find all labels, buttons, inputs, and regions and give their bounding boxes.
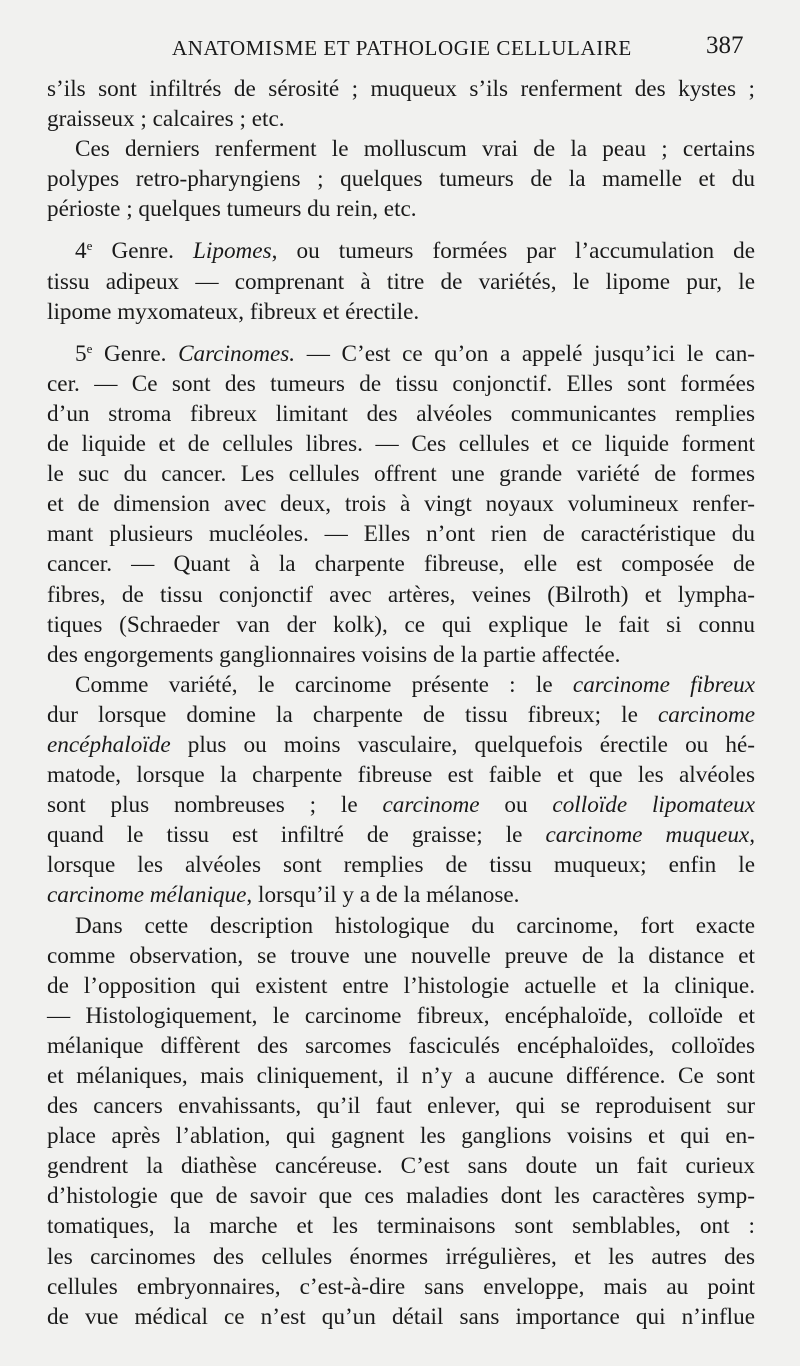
- italic-term: carcinome: [657, 701, 755, 728]
- genre-suffix: e: [86, 340, 93, 356]
- text-segment: — C’est ce qu’on a appelé jusqu’ici le can-: [295, 340, 756, 367]
- text-line: s’ils sont infiltrés de sérosité ; muqueux s’ils renferment des kystes ;: [47, 76, 755, 102]
- text-line: le suc du cancer. Les cellules offrent une grande variété de formes: [47, 461, 755, 488]
- text-line: fibres, de tissu conjonctif avec artères, veines (Bilroth) et lympha-: [47, 581, 755, 608]
- text-line: de vue médical ce n’est qu’un détail sans importance qui n’influe: [47, 1303, 755, 1330]
- paragraph-discussion: [47, 911, 755, 1332]
- text-line: matode, lorsque la charpente fibreuse est faible et que les alvéoles: [47, 762, 755, 789]
- text-line: les carcinomes des cellules énormes irrégulières, et les autres des: [47, 1243, 755, 1270]
- text-segment: sont plus nombreuses ; le: [47, 792, 383, 819]
- text-line: tomatiques, la marche et les terminaisons sont semblables, ont :: [47, 1213, 755, 1240]
- italic-term: carcinome muqueux,: [545, 822, 756, 849]
- text-line: place après l’ablation, qui gagnent les ganglions voisins et qui en-: [47, 1123, 755, 1150]
- italic-term: carcinome mélanique: [47, 882, 247, 909]
- text-line: et mélaniques, mais cliniquement, il n’y a aucune différence. Ce sont: [47, 1063, 755, 1089]
- paragraph-genre-5: [47, 339, 755, 670]
- text-line: polypes retro-pharyngiens ; quelques tumeurs de la mamelle et du: [47, 166, 755, 193]
- text-line: cellules embryonnaires, c’est-à-dire sans enveloppe, mais au point: [47, 1273, 755, 1300]
- italic-term: carcinome fibreux: [572, 671, 756, 698]
- text-segment: , ou tumeurs formées par l’accumulation de: [271, 238, 756, 265]
- genre-word: Genre.: [111, 238, 174, 265]
- text-line: d’un stroma fibreux limitant des alvéoles communicantes remplies: [47, 400, 755, 427]
- paragraph-2: [47, 134, 755, 224]
- text-line: de l’opposition qui existent entre l’histologie actuelle et la clinique.: [47, 972, 755, 999]
- genre-word: Genre.: [104, 340, 167, 367]
- text-line: de liquide et de cellules libres. — Ces cellules et ce liquide forment: [47, 431, 755, 458]
- text-segment: ou: [479, 792, 553, 819]
- genre-number: 4: [75, 238, 87, 265]
- text-line: des engorgements ganglionnaires voisins de la partie affectée.: [47, 641, 621, 668]
- text-line: cer. — Ce sont des tumeurs de tissu conjonctif. Elles sont formées: [47, 370, 755, 397]
- text-line: Dans cette description histologique du carcinome, fort exacte: [75, 912, 755, 939]
- text-line: gendrent la diathèse cancéreuse. C’est sans doute un fait curieux: [47, 1153, 755, 1180]
- paragraph-genre-4: [47, 236, 755, 326]
- text-line: tissu adipeux — comprenant à titre de variétés, le lipome pur, le: [47, 268, 755, 295]
- text-line: [47, 339, 755, 369]
- text-line: mélanique diffèrent des sarcomes fasciculés encéphaloïdes, colloïdes: [47, 1032, 755, 1059]
- italic-term: carcinome: [382, 792, 480, 819]
- text-line: des cancers envahissants, qu’il faut enlever, qui se reproduisent sur: [47, 1093, 755, 1120]
- text-line: [47, 670, 755, 700]
- text-line: [47, 730, 755, 760]
- text-line: [47, 236, 755, 266]
- text-line: graisseux ; calcaires ; etc.: [47, 106, 285, 133]
- text-line: cancer. — Quant à la charpente fibreuse, elle est composée de: [47, 551, 755, 578]
- text-line: comme observation, se trouve une nouvelle preuve de la distance et: [47, 942, 755, 969]
- text-line: Ces derniers renferment le molluscum vrai de la peau ; certains: [75, 136, 755, 163]
- running-title: ANATOMISME ET PATHOLOGIE CELLULAIRE: [172, 36, 632, 60]
- genre-name: Lipomes: [193, 238, 272, 265]
- text-line: [47, 790, 755, 820]
- genre-number: 5: [75, 340, 87, 367]
- text-line: périoste ; quelques tumeurs du rein, etc.: [47, 196, 417, 223]
- body-text: [47, 74, 755, 1332]
- text-line: tiques (Schraeder van der kolk), ce qui explique le fait si connu: [47, 611, 755, 638]
- text-line: mant plusieurs mucléoles. — Elles n’ont rien de caractéristique du: [47, 521, 755, 548]
- text-segment: quand le tissu est infiltré de graisse; le: [47, 822, 546, 849]
- text-line: [47, 700, 755, 730]
- paragraph-1: [47, 74, 755, 134]
- text-line: et de dimension avec deux, trois à vingt noyaux volumineux renfer-: [47, 491, 755, 518]
- text-line: d’histologie que de savoir que ces maladies dont les caractères symp-: [47, 1183, 755, 1210]
- text-line: [47, 880, 755, 910]
- page-number: 387: [706, 32, 744, 59]
- text-line: — Histologiquement, le carcinome fibreux, encéphaloïde, colloïde et: [47, 1002, 755, 1029]
- text-segment: plus ou moins vasculaire, quelquefois érectile ou hé-: [170, 731, 755, 758]
- genre-suffix: e: [86, 238, 93, 254]
- text-segment: dur lorsque domine la charpente de tissu fibreux; le: [47, 701, 658, 728]
- italic-term: colloïde lipomateux: [552, 792, 755, 819]
- text-segment: , lorsqu’il y a de la mélanose.: [246, 882, 520, 909]
- text-line: [47, 820, 755, 850]
- text-segment: Comme variété, le carcinome présente : le: [75, 671, 573, 698]
- paragraph-varieties: [47, 670, 755, 911]
- text-line: lipome myxomateux, fibreux et érectile.: [47, 298, 420, 325]
- italic-term: encéphaloïde: [47, 731, 171, 758]
- text-line: lorsque les alvéoles sont remplies de tissu muqueux; enfin le: [47, 852, 755, 879]
- page-header: [0, 32, 800, 68]
- genre-name: Carcinomes.: [178, 340, 296, 367]
